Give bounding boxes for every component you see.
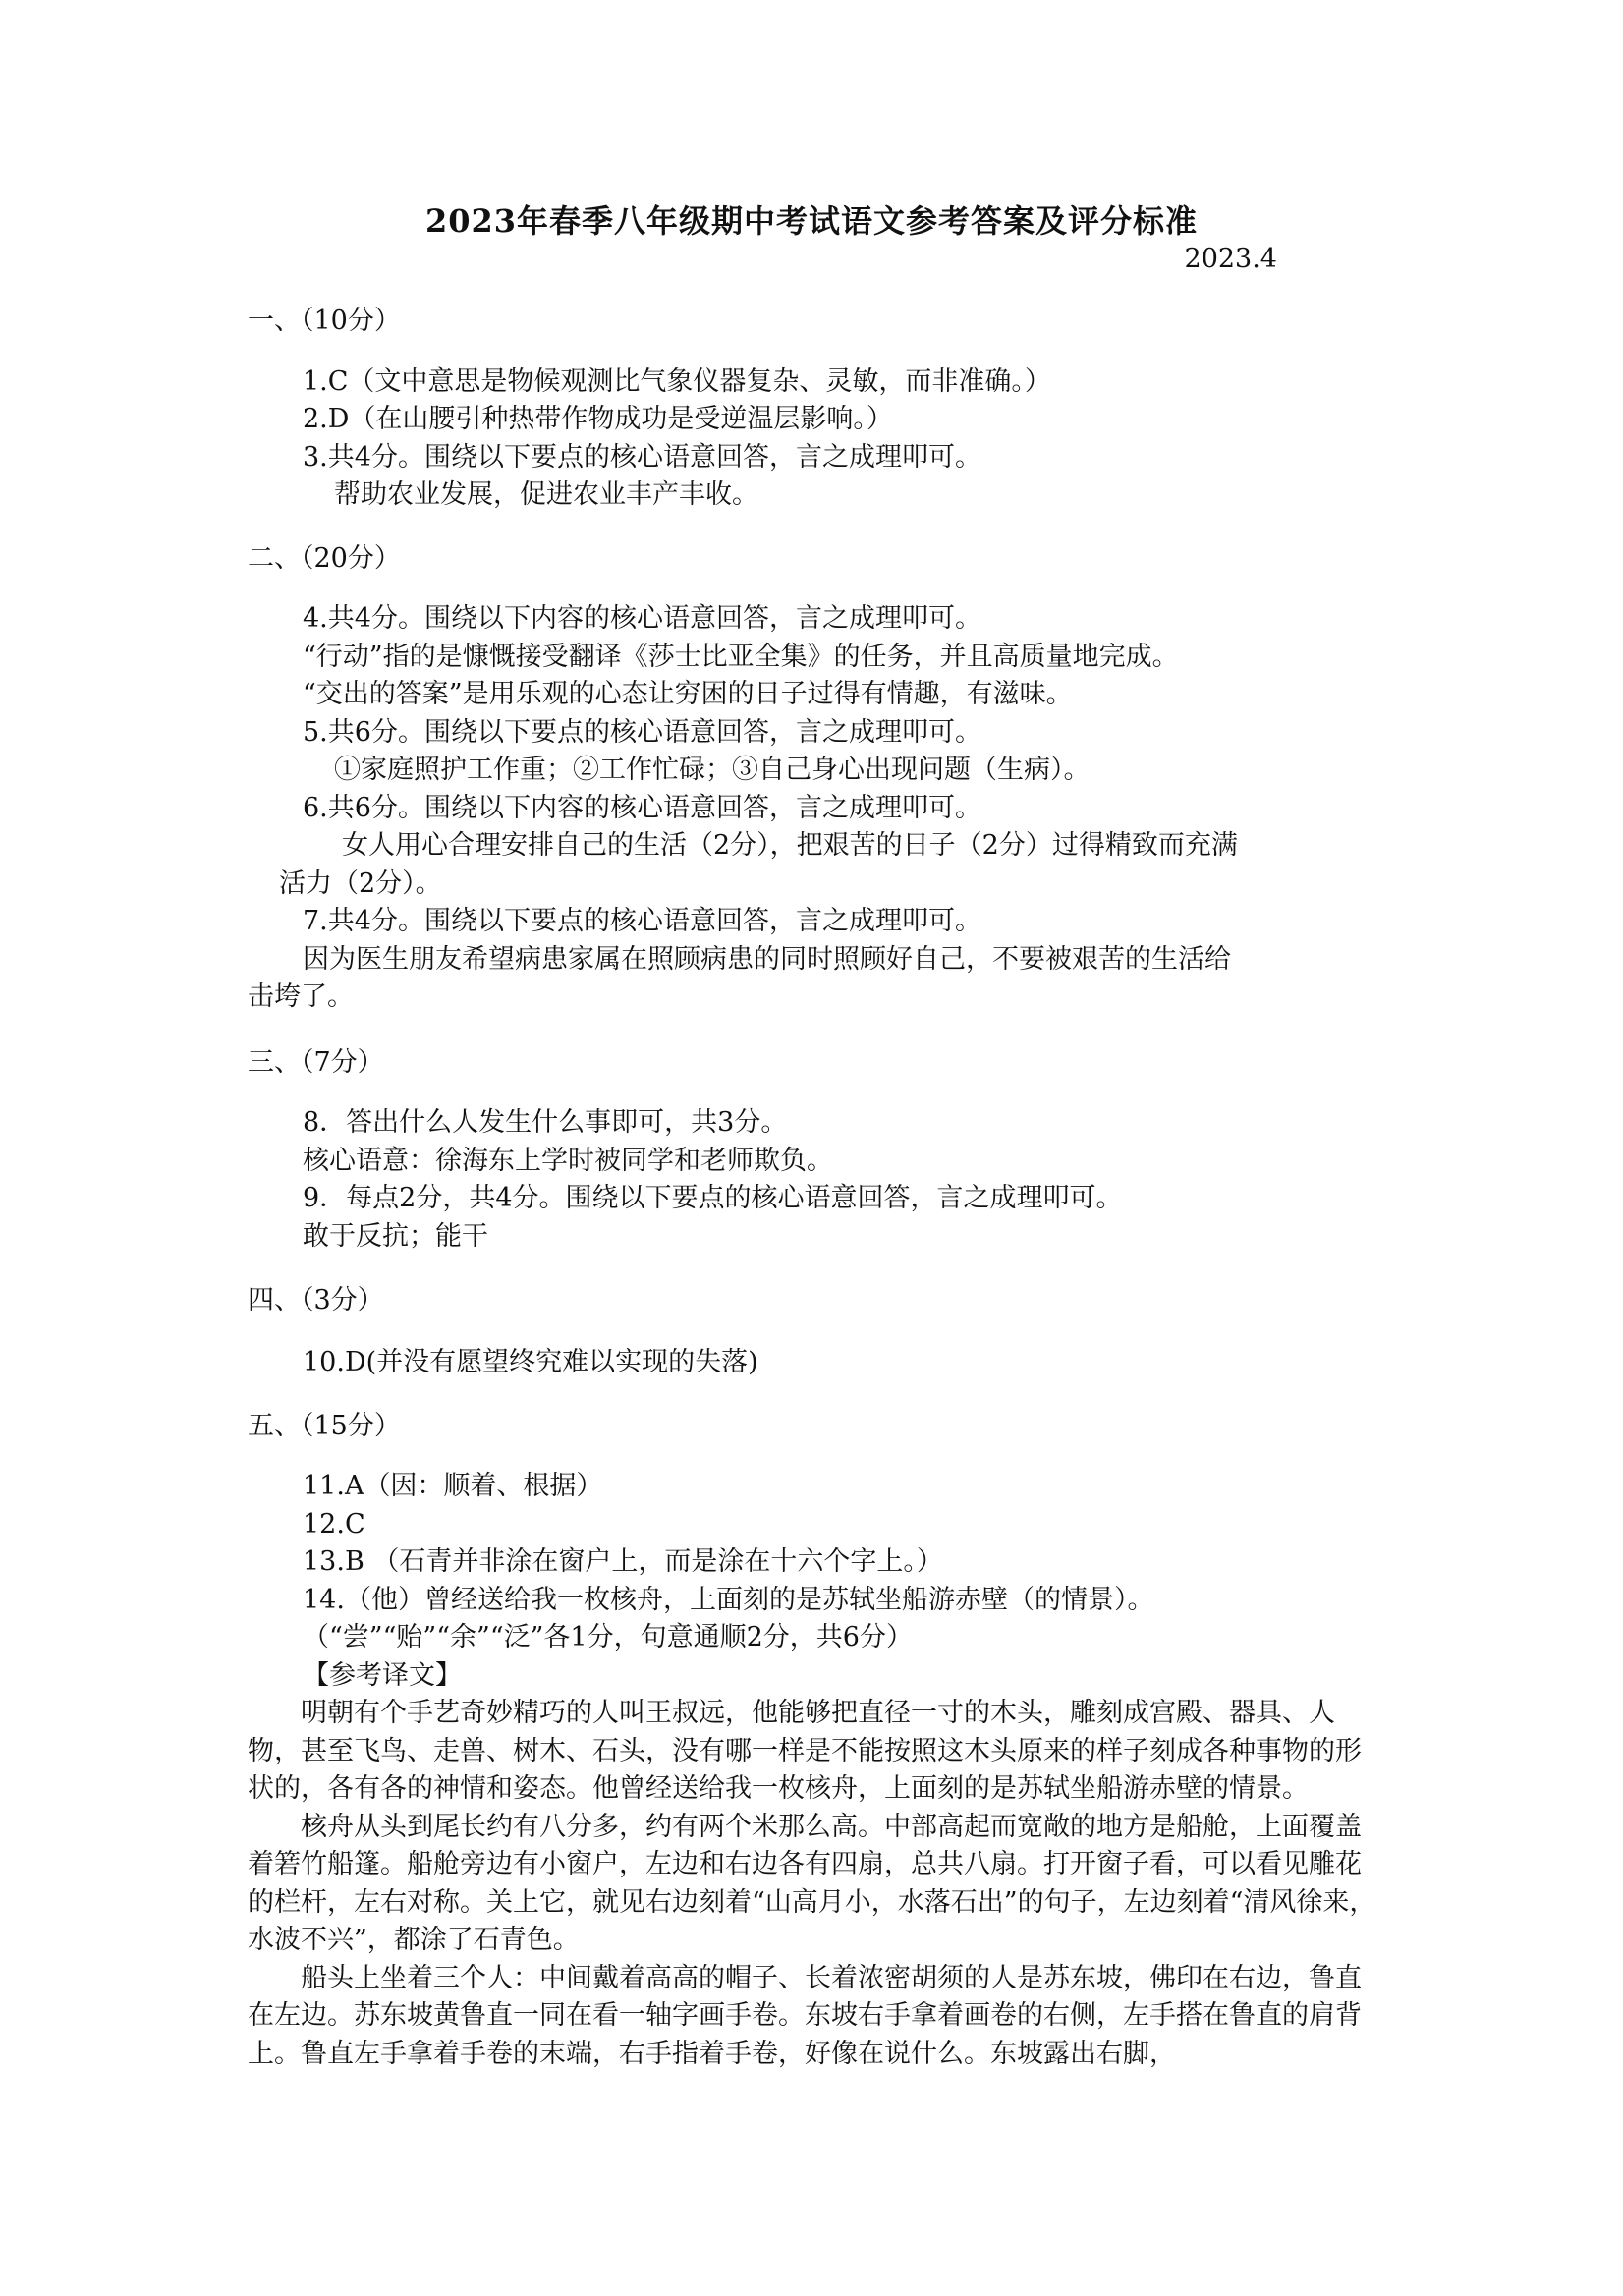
answer-line: 2.D（在山腰引种热带作物成功是受逆温层影响。） [303, 404, 893, 434]
translation-heading: 【参考译文】 [303, 1660, 462, 1691]
answer-line: “交出的答案”是用乐观的心态让穷困的日子过得有情趣，有滋味。 [303, 679, 1073, 709]
answer-line: ①家庭照护工作重；②工作忙碌；③自己身心出现问题（生病）。 [334, 755, 1091, 785]
answer-line: 帮助农业发展，促进农业丰产丰收。 [334, 479, 758, 510]
answer-line: 10.D(并没有愿望终究难以实现的失落) [303, 1347, 758, 1377]
translation-text [248, 1695, 1387, 2073]
section-heading: 二、（20分） [248, 543, 401, 574]
answer-line: （“尝”“贻”“余”“泛”各1分，句意通顺2分，共6分） [303, 1622, 913, 1652]
page-title: 2023年春季八年级期中考试语文参考答案及评分标准 [424, 202, 1199, 240]
answer-line: 3.共4分。围绕以下要点的核心语意回答，言之成理叩可。 [303, 442, 981, 473]
answer-line: 女人用心合理安排自己的生活（2分），把艰苦的日子（2分）过得精致而充满 [342, 830, 1238, 861]
section-heading: 五、（15分） [248, 1411, 401, 1441]
answer-line: 11.A（因：顺着、根据） [303, 1471, 603, 1501]
answer-line: 击垮了。 [248, 981, 354, 1012]
answer-line: 敢于反抗；能干 [303, 1221, 488, 1252]
answer-line: 8．答出什么人发生什么事即可，共3分。 [303, 1107, 788, 1138]
answer-line: 5.共6分。围绕以下要点的核心语意回答，言之成理叩可。 [303, 717, 981, 748]
answer-line: 1.C（文中意思是物候观测比气象仪器复杂、灵敏，而非准确。） [303, 366, 1051, 397]
answer-line: 核心语意：徐海东上学时被同学和老师欺负。 [303, 1146, 833, 1176]
translation-paragraph: 船头上坐着三个人：中间戴着高高的帽子、长着浓密胡须的人是苏东坡，佛印在右边，鲁直在左边。苏东坡黄鲁直一同在看一轴字画手卷。东坡右手拿着画卷的右侧，左手搭在鲁直的肩背上。鲁直左手拿着手卷的末端，右手指着手卷，好像在说什么。东坡露出右脚， [248, 1962, 1362, 2069]
document-date: 2023.4 [1184, 244, 1277, 274]
answer-line: 活力（2分）。 [279, 868, 442, 899]
section-heading: 四、（3分） [248, 1285, 384, 1316]
answer-line: 9．每点2分，共4分。围绕以下要点的核心语意回答，言之成理叩可。 [303, 1183, 1123, 1213]
answer-line: “行动”指的是慷慨接受翻译《莎士比亚全集》的任务，并且高质量地完成。 [303, 642, 1179, 672]
section-heading: 三、（7分） [248, 1047, 384, 1078]
answer-line: 13.B （石青并非涂在窗户上，而是涂在十六个字上。） [303, 1546, 943, 1577]
answer-line: 14.（他）曾经送给我一枚核舟，上面刻的是苏轼坐船游赤壁（的情景）。 [303, 1585, 1154, 1615]
answer-line: 12.C [303, 1509, 365, 1540]
translation-paragraph: 核舟从头到尾长约有八分多，约有两个米那么高。中部高起而宽敞的地方是船舱，上面覆盖着箬竹船篷。船舱旁边有小窗户，左边和右边各有四扇，总共八扇。打开窗子看，可以看见雕花的栏杆，左右对称。关上它，就见右边刻着“山高月小，水落石出”的句子，左边刻着“清风徐来，水波不兴”，都涂了石青色。 [248, 1811, 1376, 1955]
answer-line: 7.共4分。围绕以下要点的核心语意回答，言之成理叩可。 [303, 906, 981, 936]
section-heading: 一、（10分） [248, 306, 401, 336]
answer-line: 因为医生朋友希望病患家属在照顾病患的同时照顾好自己，不要被艰苦的生活给 [303, 944, 1231, 975]
answer-line: 4.共4分。围绕以下内容的核心语意回答，言之成理叩可。 [303, 603, 981, 634]
translation-paragraph: 明朝有个手艺奇妙精巧的人叫王叔远，他能够把直径一寸的木头，雕刻成宫殿、器具、人物，甚至飞鸟、走兽、树木、石头，没有哪一样是不能按照这木头原来的样子刻成各种事物的形状的，各有各的神情和姿态。他曾经送给我一枚核舟，上面刻的是苏轼坐船游赤壁的情景。 [248, 1698, 1362, 1804]
answer-line: 6.共6分。围绕以下内容的核心语意回答，言之成理叩可。 [303, 793, 981, 823]
